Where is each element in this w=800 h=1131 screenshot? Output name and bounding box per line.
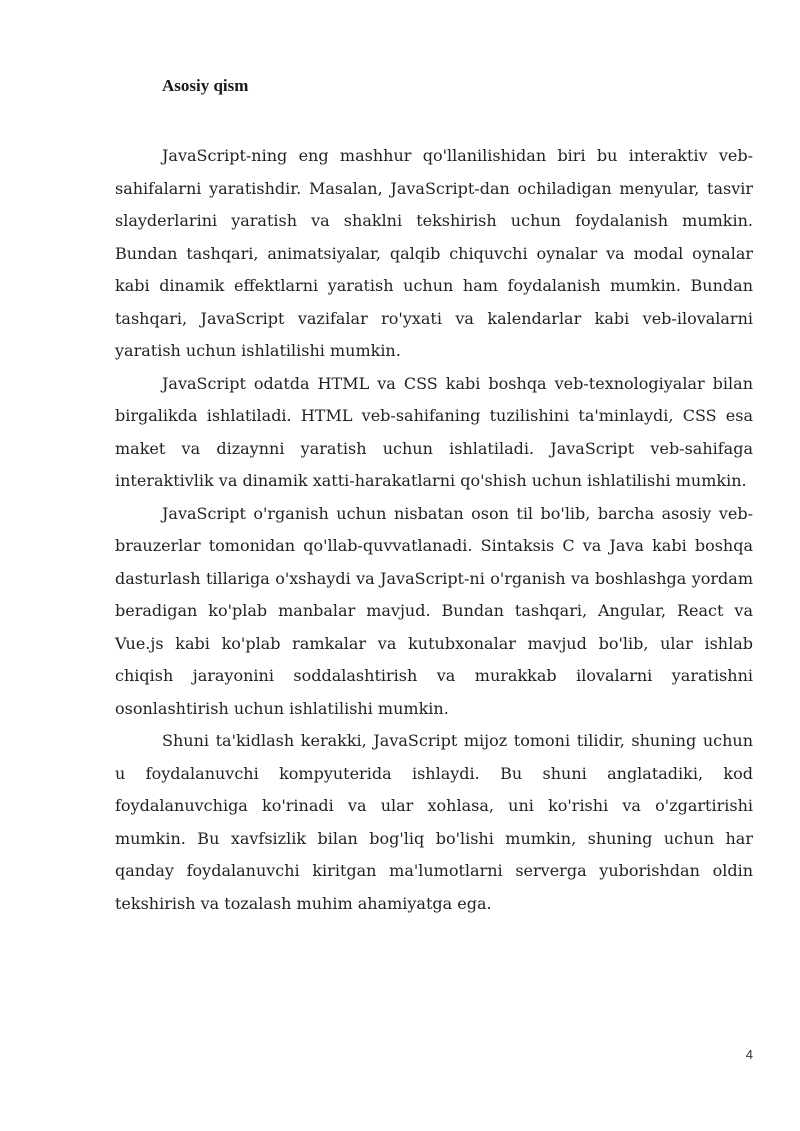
paragraph-2: JavaScript odatda HTML va CSS kabi boshqa veb-texnologiyalar bilan birgalikda ishlatiladi. HTML veb-sahifaning tuzilishini ta'minlaydi, CSS esa maket va dizaynni yaratish uchun ishlatiladi. JavaScript veb-sahifaga interaktivlik va dinamik xatti-harakatlarni qo'shish uchun ishlatilishi mumkin. (115, 373, 753, 490)
page-number: 4 (745, 1047, 753, 1062)
body-text (115, 140, 753, 920)
paragraph-3: JavaScript o'rganish uchun nisbatan oson til bo'lib, barcha asosiy veb-brauzerlar tomonidan qo'llab-quvvatlanadi. Sintaksis C va Java kabi boshqa dasturlash tillariga o'xshaydi va JavaScript-ni o'rganish va boshlashga yordam beradigan ko'plab manbalar mavjud. Bundan tashqari, Angular, React va Vue.js kabi ko'plab ramkalar va kutubxonalar mavjud bo'lib, ular ishlab chiqish jarayonini soddalashtirish va murakkab ilovalarni yaratishni osonlashtirish uchun ishlatilishi mumkin. (115, 503, 753, 718)
paragraph-4: Shuni ta'kidlash kerakki, JavaScript mijoz tomoni tilidir, shuning uchun u foydalanuvchi kompyuterida ishlaydi. Bu shuni anglatadiki, kod foydalanuvchiga ko'rinadi va ular xohlasa, uni ko'rishi va o'zgartirishi mumkin. Bu xavfsizlik bilan bog'liq bo'lishi mumkin, shuning uchun har qanday foydalanuvchi kiritgan ma'lumotlarni serverga yuborishdan oldin tekshirish va tozalash muhim ahamiyatga ega. (115, 731, 753, 913)
section-heading: Asosiy qism (162, 76, 249, 95)
paragraph-1: JavaScript-ning eng mashhur qo'llanilishidan biri bu interaktiv veb-sahifalarni yaratishdir. Masalan, JavaScript-dan ochiladigan menyular, tasvir slayderlarini yaratish va shaklni tekshirish uchun foydalanish mumkin. Bundan tashqari, animatsiyalar, qalqib chiquvchi oynalar va modal oynalar kabi dinamik effektlarni yaratish uchun ham foydalanish mumkin. Bundan tashqari, JavaScript vazifalar ro'yxati va kalendarlar kabi veb-ilovalarni yaratish uchun ishlatilishi mumkin. (115, 146, 753, 360)
